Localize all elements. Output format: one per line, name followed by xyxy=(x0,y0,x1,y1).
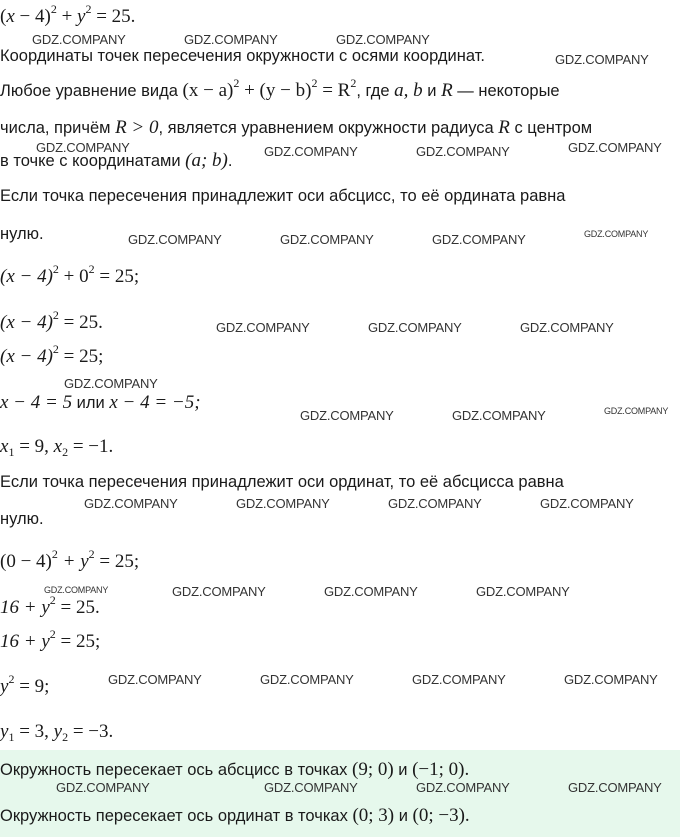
watermark: GDZ.COMPANY xyxy=(452,408,546,423)
watermark: GDZ.COMPANY xyxy=(108,672,202,687)
ordinate-paragraph-1: Если точка пересечения принадлежит оси ординат, то её абсцисса равна xyxy=(0,473,564,491)
watermark: GDZ.COMPANY xyxy=(564,672,658,687)
watermark: GDZ.COMPANY xyxy=(84,496,178,511)
watermark: GDZ.COMPANY xyxy=(432,232,526,247)
watermark: GDZ.COMPANY xyxy=(32,32,126,47)
watermark: GDZ.COMPANY xyxy=(64,376,158,391)
abscissa-step-4: x − 4 = 5 или x − 4 = −5; xyxy=(0,392,201,413)
watermark: GDZ.COMPANY xyxy=(216,320,310,335)
general-line-3: в точке с координатами (a; b). xyxy=(0,150,233,171)
watermark: GDZ.COMPANY xyxy=(388,496,482,511)
watermark: GDZ.COMPANY xyxy=(260,672,354,687)
ordinate-step-4: $y^2 = 9$; xyxy=(0,672,50,697)
ordinate-step-3: $16 + y^2 = 25$; xyxy=(0,627,101,652)
watermark: GDZ.COMPANY xyxy=(324,584,418,599)
watermark: GDZ.COMPANY xyxy=(184,32,278,47)
watermark: GDZ.COMPANY xyxy=(604,406,669,416)
watermark: GDZ.COMPANY xyxy=(368,320,462,335)
watermark: GDZ.COMPANY xyxy=(264,780,358,795)
general-line-1: Любое уравнение вида $(x - a)^2 + (y - b)^2 = R^2$, где a, b и R — некоторые xyxy=(0,76,560,101)
watermark: GDZ.COMPANY xyxy=(584,229,649,239)
watermark: GDZ.COMPANY xyxy=(555,52,649,67)
watermark: GDZ.COMPANY xyxy=(336,32,430,47)
watermark: GDZ.COMPANY xyxy=(128,232,222,247)
ordinate-step-2: $16 + y^2 = 25$. xyxy=(0,593,100,618)
watermark: GDZ.COMPANY xyxy=(36,140,130,155)
watermark: GDZ.COMPANY xyxy=(520,320,614,335)
abscissa-paragraph-1: Если точка пересечения принадлежит оси абсцисс, то её ордината равна xyxy=(0,187,566,205)
watermark: GDZ.COMPANY xyxy=(280,232,374,247)
watermark: GDZ.COMPANY xyxy=(416,144,510,159)
abscissa-step-3: $(x - 4)^2 = 25$; xyxy=(0,342,104,367)
circle-equation: $(x - 4)^2 + y^2 = 25$. xyxy=(0,2,136,27)
answer-ordinate: Окружность пересекает ось ординат в точках (0; 3) и (0; −3). xyxy=(0,805,470,826)
general-line-2: числа, причём R > 0, является уравнением окружности радиуса R с центром xyxy=(0,117,593,138)
watermark: GDZ.COMPANY xyxy=(568,780,662,795)
watermark: GDZ.COMPANY xyxy=(56,780,150,795)
section-heading: Координаты точек пересечения окружности с осями координат. xyxy=(0,47,485,65)
watermark: GDZ.COMPANY xyxy=(44,585,109,595)
abscissa-step-5: $x_1 = 9$, $x_2 = -1$. xyxy=(0,436,114,459)
abscissa-step-2: $(x - 4)^2 = 25$. xyxy=(0,308,103,333)
ordinate-step-5: $y_1 = 3$, $y_2 = -3$. xyxy=(0,721,114,744)
ordinate-step-1: $(0 - 4)^2 + y^2 = 25$; xyxy=(0,547,140,572)
watermark: GDZ.COMPANY xyxy=(236,496,330,511)
watermark: GDZ.COMPANY xyxy=(300,408,394,423)
watermark: GDZ.COMPANY xyxy=(540,496,634,511)
watermark: GDZ.COMPANY xyxy=(172,584,266,599)
watermark: GDZ.COMPANY xyxy=(476,584,570,599)
abscissa-paragraph-2: нулю. xyxy=(0,225,44,243)
watermark: GDZ.COMPANY xyxy=(568,140,662,155)
ordinate-paragraph-2: нулю. xyxy=(0,510,44,528)
abscissa-step-1: $(x - 4)^2 + 0^2 = 25$; xyxy=(0,262,140,287)
watermark: GDZ.COMPANY xyxy=(264,144,358,159)
watermark: GDZ.COMPANY xyxy=(416,780,510,795)
watermark: GDZ.COMPANY xyxy=(412,672,506,687)
answer-abscissa: Окружность пересекает ось абсцисс в точках (9; 0) и (−1; 0). xyxy=(0,759,470,780)
